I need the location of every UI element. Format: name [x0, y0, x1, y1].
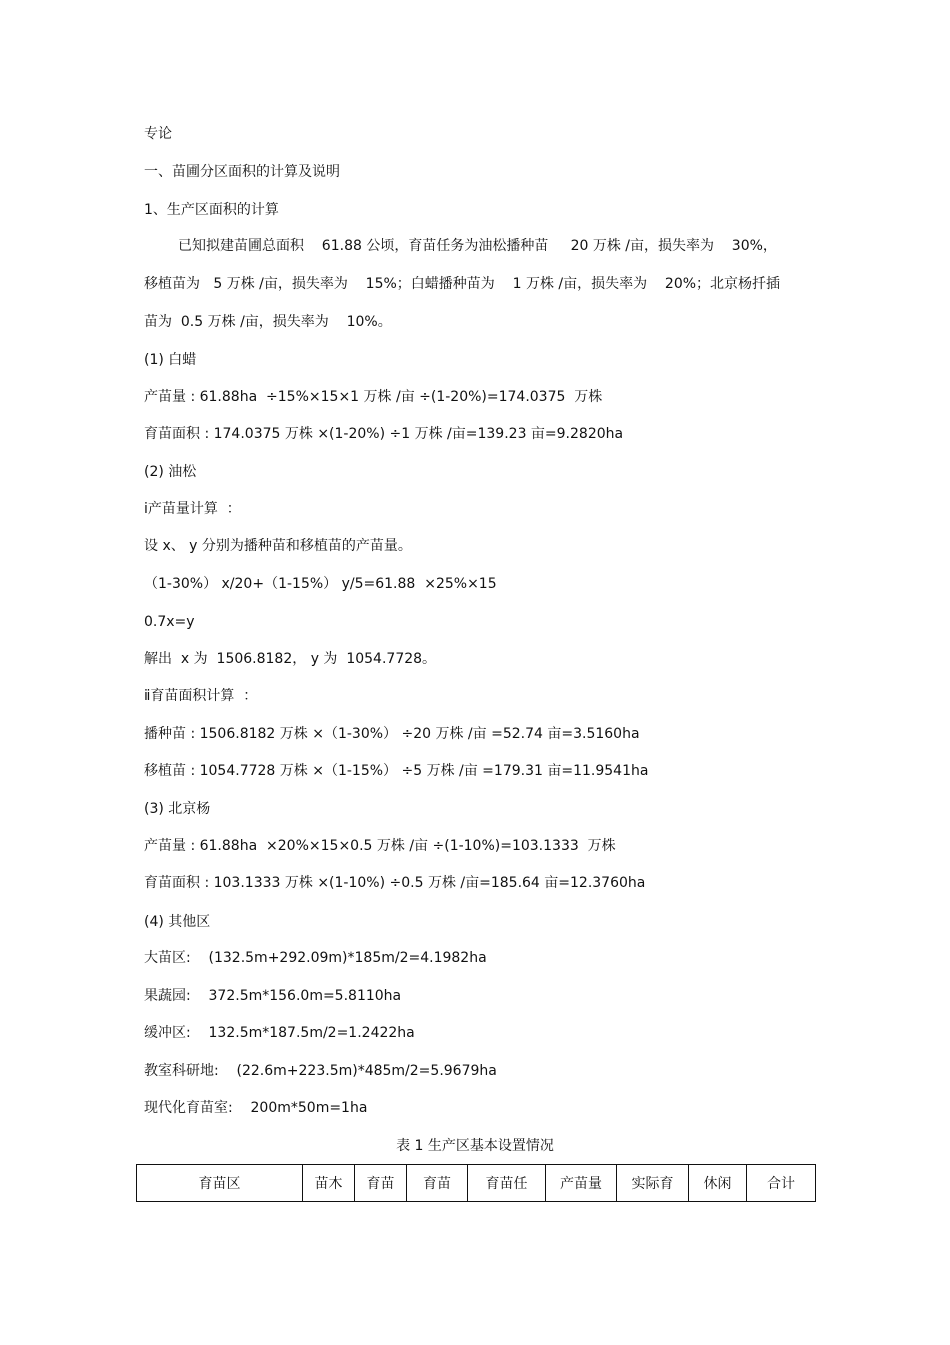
table-header-cell: 休闲 [689, 1165, 747, 1202]
large-seedling-zone: 大苗区: (132.5m+292.09m)*185m/2=4.1982ha [144, 950, 487, 966]
orchard-zone: 果蔬园: 372.5m*156.0m=5.8110ha [144, 988, 402, 1004]
yousong-area-subheading: ⅱ育苗面积计算 ： [144, 688, 258, 704]
yousong-seedling-formula: 播种苗 : 1506.8182 万株 ×（1-30%） ÷20 万株 /亩 =52.74 亩=3.5160ha [144, 726, 640, 742]
table-header-cell: 产苗量 [546, 1165, 617, 1202]
other-zones-heading: (4) 其他区 [144, 914, 211, 930]
intro-paragraph-line-1: 已知拟建苗圃总面积 61.88 公顷，育苗任务为油松播种苗 20 万株 /亩，损失率为 30%， [178, 238, 777, 254]
baila-output-formula: 产苗量 : 61.88ha ÷15%×15×1 万株 /亩 ÷(1-20%)=174.0375 万株 [144, 389, 603, 405]
table-header-row [137, 1165, 816, 1202]
table-header-cell: 育苗 [407, 1165, 468, 1202]
table-header-cell: 育苗 [355, 1165, 407, 1202]
intro-paragraph-line-2: 移植苗为 5 万株 /亩，损失率为 15%；白蜡播种苗为 1 万株 /亩，损失率为 20%；北京杨扦插 [144, 276, 781, 292]
yousong-output-subheading: ⅰ产苗量计算 ： [144, 501, 241, 517]
section-heading: 一、苗圃分区面积的计算及说明 [144, 164, 340, 180]
yousong-equation-1: （1-30%） x/20+（1-15%） y/5=61.88 ×25%×15 [144, 576, 497, 592]
modern-nursery-room: 现代化育苗室: 200m*50m=1ha [144, 1100, 368, 1116]
yousong-transplant-formula: 移植苗 : 1054.7728 万株 ×（1-15%） ÷5 万株 /亩 =179.31 亩=11.9541ha [144, 763, 649, 779]
beijing-poplar-output-formula: 产苗量 : 61.88ha ×20%×15×0.5 万株 /亩 ÷(1-10%)=103.1333 万株 [144, 838, 616, 854]
baila-area-formula: 育苗面积 : 174.0375 万株 ×(1-20%) ÷1 万株 /亩=139.23 亩=9.2820ha [144, 426, 624, 442]
table-header-cell: 合计 [747, 1165, 816, 1202]
table-header-cell: 实际育 [617, 1165, 689, 1202]
production-zone-table [136, 1164, 816, 1202]
buffer-zone: 缓冲区: 132.5m*187.5m/2=1.2422ha [144, 1025, 415, 1041]
yousong-heading: (2) 油松 [144, 464, 197, 480]
table-header-cell: 育苗任 [468, 1165, 546, 1202]
baila-heading: (1) 白蜡 [144, 352, 197, 368]
intro-paragraph-line-3: 苗为 0.5 万株 /亩，损失率为 10%。 [144, 314, 392, 330]
subsection-heading: 1、生产区面积的计算 [144, 202, 279, 218]
research-zone: 教室科研地: (22.6m+223.5m)*485m/2=5.9679ha [144, 1063, 497, 1079]
yousong-solution: 解出 x 为 1506.8182， y 为 1054.7728。 [144, 651, 437, 667]
table-caption: 表 1 生产区基本设置情况 [396, 1138, 554, 1154]
yousong-assumption: 设 x、 y 分别为播种苗和移植苗的产苗量。 [144, 538, 412, 554]
table-header-cell: 苗木 [303, 1165, 355, 1202]
beijing-poplar-heading: (3) 北京杨 [144, 801, 211, 817]
yousong-equation-2: 0.7x=y [144, 614, 195, 630]
beijing-poplar-area-formula: 育苗面积 : 103.1333 万株 ×(1-10%) ÷0.5 万株 /亩=185.64 亩=12.3760ha [144, 875, 646, 891]
page-title: 专论 [144, 126, 172, 142]
table-header-cell: 育苗区 [137, 1165, 303, 1202]
